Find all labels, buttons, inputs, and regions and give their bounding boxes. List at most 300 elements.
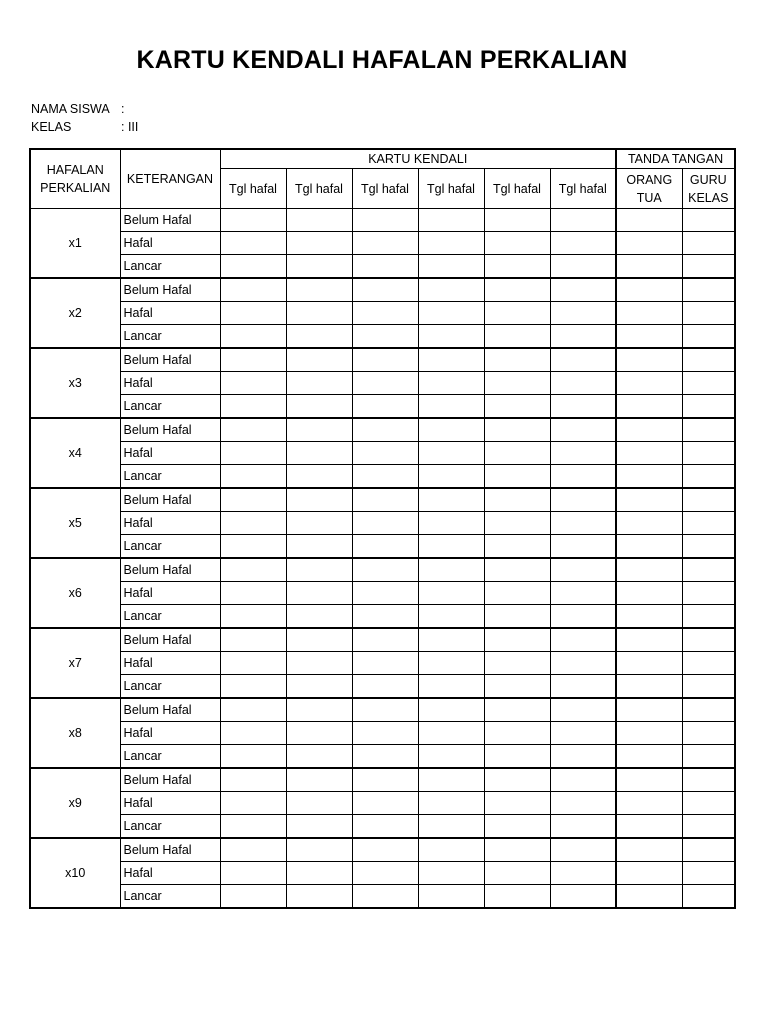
- parent-signature-cell[interactable]: [616, 348, 682, 372]
- date-cell[interactable]: [550, 209, 616, 232]
- date-cell[interactable]: [286, 512, 352, 535]
- date-cell[interactable]: [418, 488, 484, 512]
- date-cell[interactable]: [352, 488, 418, 512]
- status-label: Hafal: [120, 652, 220, 675]
- date-cell[interactable]: [352, 838, 418, 862]
- parent-signature-cell[interactable]: [616, 698, 682, 722]
- date-cell[interactable]: [352, 442, 418, 465]
- date-cell[interactable]: [418, 512, 484, 535]
- date-cell[interactable]: [286, 302, 352, 325]
- date-cell[interactable]: [550, 628, 616, 652]
- date-cell[interactable]: [352, 325, 418, 349]
- date-cell[interactable]: [220, 558, 286, 582]
- parent-signature-cell[interactable]: [616, 395, 682, 419]
- date-cell[interactable]: [220, 278, 286, 302]
- status-label: Lancar: [120, 535, 220, 559]
- date-cell[interactable]: [418, 582, 484, 605]
- multiplication-label: x4: [30, 418, 120, 488]
- date-cell[interactable]: [220, 372, 286, 395]
- date-cell[interactable]: [352, 535, 418, 559]
- date-cell[interactable]: [484, 885, 550, 909]
- date-cell[interactable]: [220, 395, 286, 419]
- date-cell[interactable]: [418, 885, 484, 909]
- date-cell[interactable]: [418, 209, 484, 232]
- date-cell[interactable]: [220, 582, 286, 605]
- date-cell[interactable]: [418, 465, 484, 489]
- date-cell[interactable]: [352, 815, 418, 839]
- header-tgl-hafal: Tgl hafal: [352, 169, 418, 209]
- date-cell[interactable]: [550, 512, 616, 535]
- date-cell[interactable]: [286, 255, 352, 279]
- table-row: [30, 442, 735, 465]
- parent-signature-cell[interactable]: [616, 488, 682, 512]
- parent-signature-cell[interactable]: [616, 745, 682, 769]
- parent-signature-cell[interactable]: [616, 815, 682, 839]
- date-cell[interactable]: [484, 628, 550, 652]
- status-label: Belum Hafal: [120, 698, 220, 722]
- date-cell[interactable]: [418, 232, 484, 255]
- date-cell[interactable]: [550, 605, 616, 629]
- date-cell[interactable]: [550, 348, 616, 372]
- date-cell[interactable]: [352, 255, 418, 279]
- table-row: [30, 255, 735, 279]
- date-cell[interactable]: [484, 372, 550, 395]
- date-cell[interactable]: [220, 325, 286, 349]
- multiplication-label: x3: [30, 348, 120, 418]
- parent-signature-cell[interactable]: [616, 442, 682, 465]
- date-cell[interactable]: [352, 278, 418, 302]
- date-cell[interactable]: [286, 209, 352, 232]
- date-cell[interactable]: [286, 605, 352, 629]
- date-cell[interactable]: [484, 209, 550, 232]
- date-cell[interactable]: [220, 232, 286, 255]
- date-cell[interactable]: [550, 582, 616, 605]
- teacher-signature-cell[interactable]: [682, 768, 735, 792]
- date-cell[interactable]: [550, 395, 616, 419]
- teacher-signature-cell[interactable]: [682, 582, 735, 605]
- teacher-signature-cell[interactable]: [682, 209, 735, 232]
- parent-signature-cell[interactable]: [616, 465, 682, 489]
- date-cell[interactable]: [220, 838, 286, 862]
- date-cell[interactable]: [352, 302, 418, 325]
- parent-signature-cell[interactable]: [616, 652, 682, 675]
- status-label: Hafal: [120, 442, 220, 465]
- date-cell[interactable]: [550, 745, 616, 769]
- table-row: [30, 232, 735, 255]
- table-row: [30, 698, 735, 722]
- parent-signature-cell[interactable]: [616, 535, 682, 559]
- date-cell[interactable]: [220, 792, 286, 815]
- teacher-signature-cell[interactable]: [682, 558, 735, 582]
- status-label: Belum Hafal: [120, 488, 220, 512]
- date-cell[interactable]: [220, 768, 286, 792]
- date-cell[interactable]: [484, 302, 550, 325]
- date-cell[interactable]: [352, 862, 418, 885]
- parent-signature-cell[interactable]: [616, 232, 682, 255]
- date-cell[interactable]: [352, 372, 418, 395]
- table-row: [30, 722, 735, 745]
- student-name-label: NAMA SISWA: [31, 102, 110, 116]
- status-label: Lancar: [120, 815, 220, 839]
- teacher-signature-cell[interactable]: [682, 465, 735, 489]
- date-cell[interactable]: [352, 792, 418, 815]
- date-cell[interactable]: [220, 698, 286, 722]
- parent-signature-cell[interactable]: [616, 605, 682, 629]
- date-cell[interactable]: [550, 278, 616, 302]
- date-cell[interactable]: [550, 325, 616, 349]
- date-cell[interactable]: [286, 628, 352, 652]
- date-cell[interactable]: [220, 628, 286, 652]
- date-cell[interactable]: [418, 698, 484, 722]
- status-label: Belum Hafal: [120, 278, 220, 302]
- date-cell[interactable]: [484, 232, 550, 255]
- date-cell[interactable]: [286, 278, 352, 302]
- date-cell[interactable]: [484, 558, 550, 582]
- header-hafalan-line2: PERKALIAN: [40, 181, 111, 195]
- teacher-signature-cell[interactable]: [682, 512, 735, 535]
- date-cell[interactable]: [220, 348, 286, 372]
- date-cell[interactable]: [484, 582, 550, 605]
- status-label: Hafal: [120, 792, 220, 815]
- header-hafalan-perkalian: [30, 149, 120, 209]
- header-orang-tua: [616, 169, 682, 209]
- date-cell[interactable]: [352, 605, 418, 629]
- date-cell[interactable]: [286, 395, 352, 419]
- date-cell[interactable]: [286, 768, 352, 792]
- table-row: [30, 535, 735, 559]
- date-cell[interactable]: [484, 348, 550, 372]
- status-label: Lancar: [120, 465, 220, 489]
- date-cell[interactable]: [418, 862, 484, 885]
- date-cell[interactable]: [550, 675, 616, 699]
- date-cell[interactable]: [550, 815, 616, 839]
- teacher-signature-cell[interactable]: [682, 325, 735, 349]
- date-cell[interactable]: [418, 675, 484, 699]
- table-row: [30, 768, 735, 792]
- multiplication-label: x10: [30, 838, 120, 908]
- date-cell[interactable]: [484, 862, 550, 885]
- date-cell[interactable]: [352, 652, 418, 675]
- date-cell[interactable]: [220, 488, 286, 512]
- status-label: Belum Hafal: [120, 628, 220, 652]
- date-cell[interactable]: [286, 698, 352, 722]
- date-cell[interactable]: [220, 745, 286, 769]
- parent-signature-cell[interactable]: [616, 722, 682, 745]
- header-orang-tua-line2: TUA: [636, 190, 662, 205]
- date-cell[interactable]: [220, 255, 286, 279]
- date-cell[interactable]: [418, 372, 484, 395]
- table-row: [30, 395, 735, 419]
- date-cell[interactable]: [418, 838, 484, 862]
- status-label: Lancar: [120, 255, 220, 279]
- parent-signature-cell[interactable]: [616, 862, 682, 885]
- date-cell[interactable]: [418, 628, 484, 652]
- date-cell[interactable]: [550, 768, 616, 792]
- date-cell[interactable]: [220, 675, 286, 699]
- parent-signature-cell[interactable]: [616, 302, 682, 325]
- parent-signature-cell[interactable]: [616, 558, 682, 582]
- parent-signature-cell[interactable]: [616, 372, 682, 395]
- teacher-signature-cell[interactable]: [682, 885, 735, 909]
- date-cell[interactable]: [352, 465, 418, 489]
- table-body: [30, 209, 735, 909]
- date-cell[interactable]: [550, 442, 616, 465]
- teacher-signature-cell[interactable]: [682, 278, 735, 302]
- date-cell[interactable]: [286, 418, 352, 442]
- date-cell[interactable]: [418, 535, 484, 559]
- date-cell[interactable]: [418, 418, 484, 442]
- date-cell[interactable]: [352, 395, 418, 419]
- multiplication-label: x8: [30, 698, 120, 768]
- date-cell[interactable]: [286, 652, 352, 675]
- parent-signature-cell[interactable]: [616, 628, 682, 652]
- date-cell[interactable]: [550, 652, 616, 675]
- parent-signature-cell[interactable]: [616, 792, 682, 815]
- date-cell[interactable]: [484, 442, 550, 465]
- header-kartu-kendali: KARTU KENDALI: [220, 149, 616, 169]
- date-cell[interactable]: [550, 722, 616, 745]
- date-cell[interactable]: [418, 768, 484, 792]
- teacher-signature-cell[interactable]: [682, 745, 735, 769]
- date-cell[interactable]: [352, 582, 418, 605]
- status-label: Hafal: [120, 372, 220, 395]
- date-cell[interactable]: [286, 535, 352, 559]
- date-cell[interactable]: [220, 442, 286, 465]
- teacher-signature-cell[interactable]: [682, 535, 735, 559]
- table-row: [30, 278, 735, 302]
- date-cell[interactable]: [286, 488, 352, 512]
- date-cell[interactable]: [286, 325, 352, 349]
- table-row: [30, 582, 735, 605]
- date-cell[interactable]: [550, 885, 616, 909]
- teacher-signature-cell[interactable]: [682, 815, 735, 839]
- class-row: [31, 120, 138, 134]
- date-cell[interactable]: [550, 255, 616, 279]
- date-cell[interactable]: [484, 768, 550, 792]
- date-cell[interactable]: [550, 372, 616, 395]
- date-cell[interactable]: [352, 558, 418, 582]
- date-cell[interactable]: [352, 209, 418, 232]
- date-cell[interactable]: [418, 302, 484, 325]
- parent-signature-cell[interactable]: [616, 209, 682, 232]
- date-cell[interactable]: [550, 558, 616, 582]
- date-cell[interactable]: [220, 885, 286, 909]
- teacher-signature-cell[interactable]: [682, 488, 735, 512]
- date-cell[interactable]: [484, 605, 550, 629]
- parent-signature-cell[interactable]: [616, 512, 682, 535]
- parent-signature-cell[interactable]: [616, 675, 682, 699]
- parent-signature-cell[interactable]: [616, 278, 682, 302]
- status-label: Belum Hafal: [120, 348, 220, 372]
- teacher-signature-cell[interactable]: [682, 722, 735, 745]
- date-cell[interactable]: [550, 535, 616, 559]
- teacher-signature-cell[interactable]: [682, 698, 735, 722]
- date-cell[interactable]: [418, 442, 484, 465]
- date-cell[interactable]: [286, 465, 352, 489]
- table-row: [30, 372, 735, 395]
- status-label: Lancar: [120, 395, 220, 419]
- date-cell[interactable]: [550, 302, 616, 325]
- parent-signature-cell[interactable]: [616, 325, 682, 349]
- date-cell[interactable]: [550, 488, 616, 512]
- date-cell[interactable]: [484, 465, 550, 489]
- date-cell[interactable]: [352, 768, 418, 792]
- date-cell[interactable]: [484, 675, 550, 699]
- date-cell[interactable]: [286, 582, 352, 605]
- date-cell[interactable]: [286, 372, 352, 395]
- table-row: [30, 628, 735, 652]
- teacher-signature-cell[interactable]: [682, 348, 735, 372]
- header-hafalan-line1: HAFALAN: [46, 163, 104, 177]
- parent-signature-cell[interactable]: [616, 885, 682, 909]
- date-cell[interactable]: [484, 722, 550, 745]
- date-cell[interactable]: [286, 815, 352, 839]
- teacher-signature-cell[interactable]: [682, 652, 735, 675]
- date-cell[interactable]: [220, 815, 286, 839]
- status-label: Belum Hafal: [120, 768, 220, 792]
- multiplication-label: x7: [30, 628, 120, 698]
- date-cell[interactable]: [418, 722, 484, 745]
- date-cell[interactable]: [286, 838, 352, 862]
- table-row: [30, 745, 735, 769]
- page-title: KARTU KENDALI HAFALAN PERKALIAN: [136, 46, 628, 74]
- date-cell[interactable]: [484, 395, 550, 419]
- table-row: [30, 838, 735, 862]
- date-cell[interactable]: [352, 885, 418, 909]
- date-cell[interactable]: [484, 535, 550, 559]
- date-cell[interactable]: [352, 512, 418, 535]
- date-cell[interactable]: [286, 675, 352, 699]
- teacher-signature-cell[interactable]: [682, 628, 735, 652]
- header-tgl-hafal: Tgl hafal: [484, 169, 550, 209]
- date-cell[interactable]: [220, 862, 286, 885]
- date-cell[interactable]: [418, 815, 484, 839]
- date-cell[interactable]: [418, 652, 484, 675]
- parent-signature-cell[interactable]: [616, 582, 682, 605]
- date-cell[interactable]: [418, 605, 484, 629]
- date-cell[interactable]: [484, 488, 550, 512]
- date-cell[interactable]: [286, 558, 352, 582]
- status-label: Lancar: [120, 675, 220, 699]
- date-cell[interactable]: [220, 722, 286, 745]
- date-cell[interactable]: [550, 838, 616, 862]
- teacher-signature-cell[interactable]: [682, 372, 735, 395]
- teacher-signature-cell[interactable]: [682, 675, 735, 699]
- date-cell[interactable]: [286, 745, 352, 769]
- date-cell[interactable]: [484, 512, 550, 535]
- table-row: [30, 605, 735, 629]
- date-cell[interactable]: [550, 232, 616, 255]
- date-cell[interactable]: [352, 348, 418, 372]
- date-cell[interactable]: [550, 862, 616, 885]
- date-cell[interactable]: [352, 232, 418, 255]
- date-cell[interactable]: [352, 628, 418, 652]
- status-label: Belum Hafal: [120, 558, 220, 582]
- date-cell[interactable]: [484, 745, 550, 769]
- date-cell[interactable]: [220, 512, 286, 535]
- header-tanda-tangan: TANDA TANGAN: [616, 149, 735, 169]
- status-label: Lancar: [120, 885, 220, 909]
- multiplication-label: x2: [30, 278, 120, 348]
- date-cell[interactable]: [484, 255, 550, 279]
- table-row: [30, 465, 735, 489]
- date-cell[interactable]: [286, 442, 352, 465]
- date-cell[interactable]: [418, 792, 484, 815]
- date-cell[interactable]: [352, 698, 418, 722]
- date-cell[interactable]: [286, 232, 352, 255]
- date-cell[interactable]: [484, 278, 550, 302]
- header-tgl-hafal: Tgl hafal: [286, 169, 352, 209]
- date-cell[interactable]: [352, 722, 418, 745]
- parent-signature-cell[interactable]: [616, 838, 682, 862]
- student-name-value: :: [121, 102, 125, 116]
- date-cell[interactable]: [550, 418, 616, 442]
- date-cell[interactable]: [484, 792, 550, 815]
- date-cell[interactable]: [418, 745, 484, 769]
- date-cell[interactable]: [418, 325, 484, 349]
- date-cell[interactable]: [220, 535, 286, 559]
- date-cell[interactable]: [484, 698, 550, 722]
- date-cell[interactable]: [484, 838, 550, 862]
- date-cell[interactable]: [550, 792, 616, 815]
- teacher-signature-cell[interactable]: [682, 442, 735, 465]
- date-cell[interactable]: [286, 885, 352, 909]
- date-cell[interactable]: [352, 418, 418, 442]
- date-cell[interactable]: [286, 722, 352, 745]
- date-cell[interactable]: [484, 815, 550, 839]
- date-cell[interactable]: [220, 465, 286, 489]
- date-cell[interactable]: [220, 209, 286, 232]
- date-cell[interactable]: [220, 418, 286, 442]
- date-cell[interactable]: [286, 792, 352, 815]
- date-cell[interactable]: [550, 698, 616, 722]
- date-cell[interactable]: [550, 465, 616, 489]
- table-row: [30, 488, 735, 512]
- teacher-signature-cell[interactable]: [682, 792, 735, 815]
- date-cell[interactable]: [484, 652, 550, 675]
- teacher-signature-cell[interactable]: [682, 302, 735, 325]
- teacher-signature-cell[interactable]: [682, 605, 735, 629]
- parent-signature-cell[interactable]: [616, 418, 682, 442]
- date-cell[interactable]: [418, 558, 484, 582]
- table-row: [30, 558, 735, 582]
- teacher-signature-cell[interactable]: [682, 838, 735, 862]
- date-cell[interactable]: [220, 605, 286, 629]
- date-cell[interactable]: [220, 652, 286, 675]
- teacher-signature-cell[interactable]: [682, 418, 735, 442]
- teacher-signature-cell[interactable]: [682, 395, 735, 419]
- status-label: Hafal: [120, 862, 220, 885]
- date-cell[interactable]: [418, 255, 484, 279]
- teacher-signature-cell[interactable]: [682, 862, 735, 885]
- date-cell[interactable]: [352, 675, 418, 699]
- parent-signature-cell[interactable]: [616, 255, 682, 279]
- date-cell[interactable]: [484, 418, 550, 442]
- date-cell[interactable]: [220, 302, 286, 325]
- date-cell[interactable]: [352, 745, 418, 769]
- date-cell[interactable]: [418, 395, 484, 419]
- date-cell[interactable]: [484, 325, 550, 349]
- table-row: [30, 792, 735, 815]
- date-cell[interactable]: [286, 862, 352, 885]
- teacher-signature-cell[interactable]: [682, 255, 735, 279]
- parent-signature-cell[interactable]: [616, 768, 682, 792]
- student-name-row: [31, 102, 124, 116]
- teacher-signature-cell[interactable]: [682, 232, 735, 255]
- date-cell[interactable]: [418, 348, 484, 372]
- date-cell[interactable]: [286, 348, 352, 372]
- date-cell[interactable]: [418, 278, 484, 302]
